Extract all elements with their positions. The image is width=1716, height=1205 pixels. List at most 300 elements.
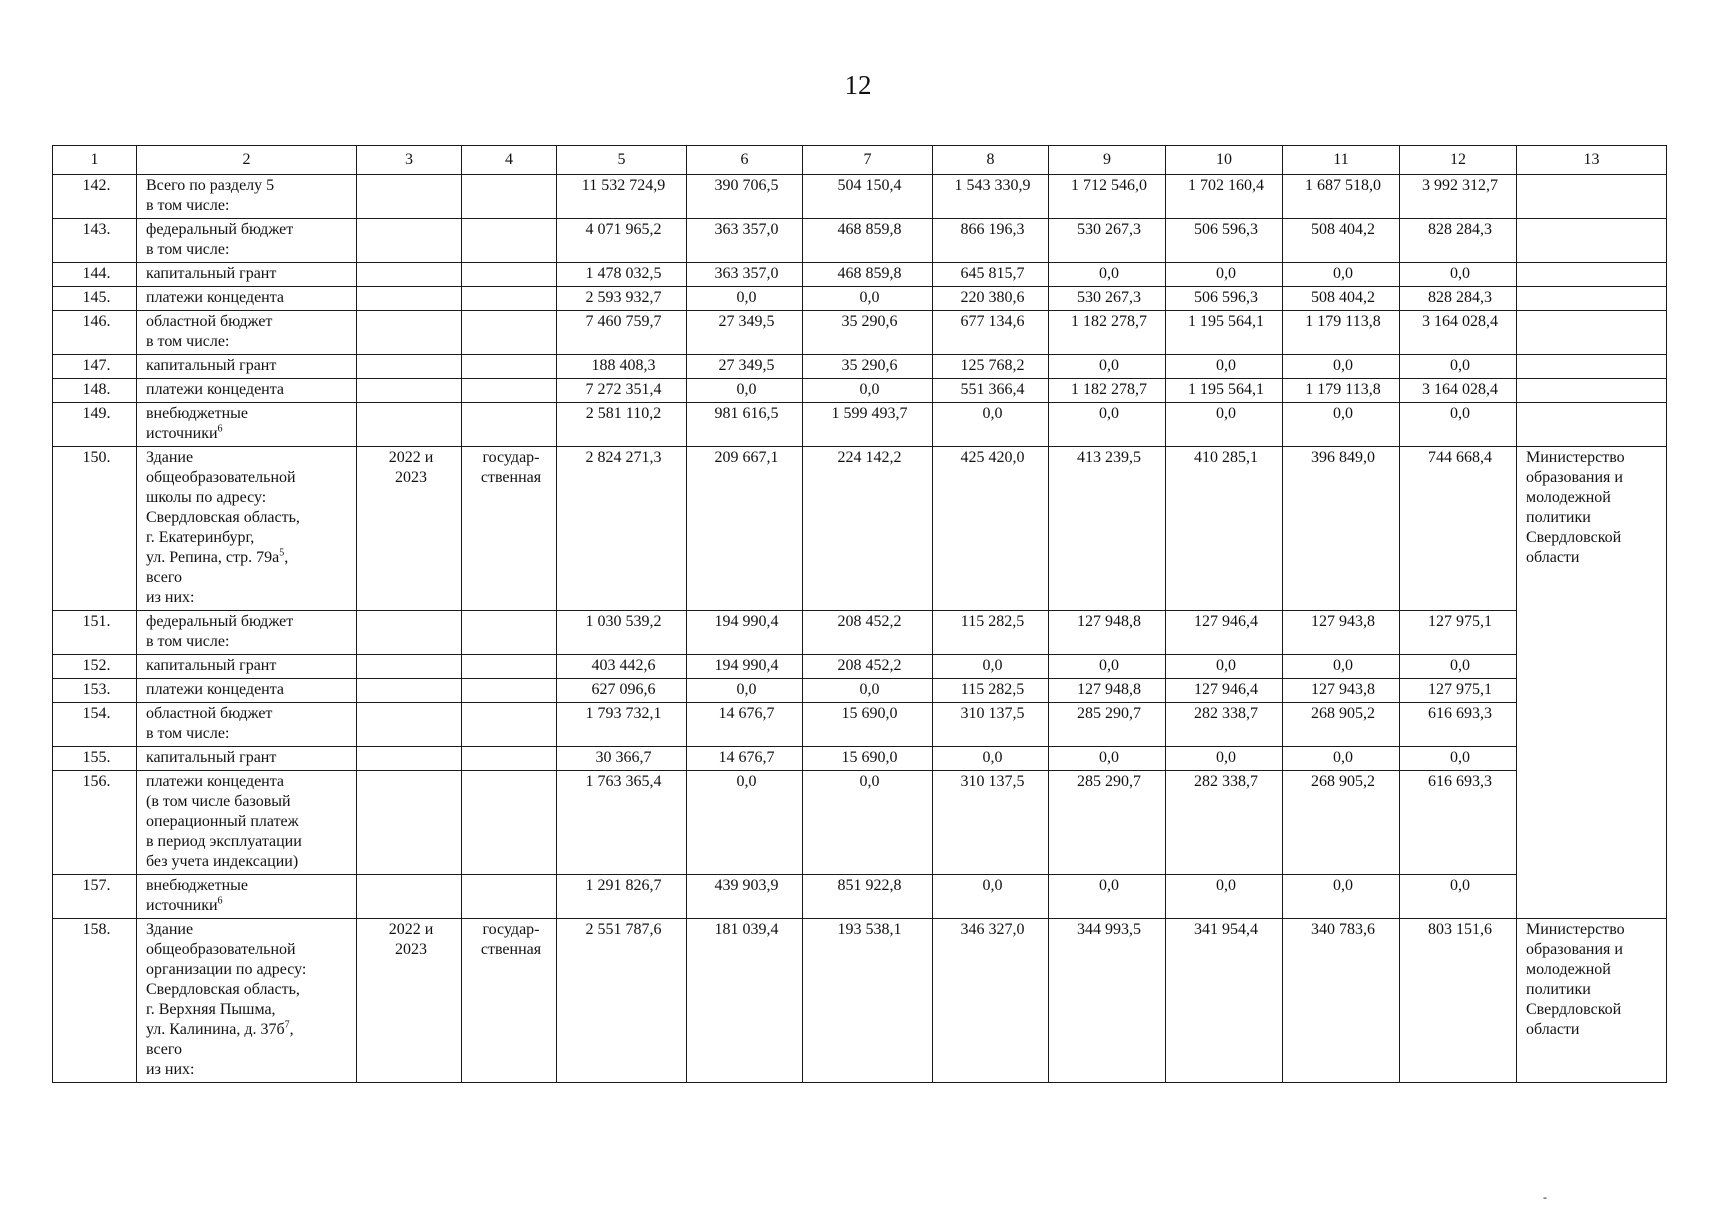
implementation-period	[357, 355, 462, 379]
cell-line: федеральный бюджет	[146, 613, 294, 630]
cell-line: в том числе:	[146, 241, 230, 258]
row-number: 145.	[53, 287, 137, 311]
cell-line: организации по адресу:	[146, 961, 307, 978]
cell-line: платежи концедента	[146, 289, 285, 306]
value-cell: 220 380,6	[933, 287, 1049, 311]
ownership-type	[462, 679, 557, 703]
row-number: 152.	[53, 655, 137, 679]
cell-line: Свердловской	[1526, 529, 1622, 546]
cell-line: 2022 и	[388, 921, 434, 938]
cell-line: Министерство	[1526, 921, 1625, 938]
responsible-body	[1517, 219, 1667, 263]
value-cell: 344 993,5	[1049, 919, 1166, 1083]
column-header-13: 13	[1517, 146, 1667, 175]
value-cell: 1 793 732,1	[557, 703, 687, 747]
value-cell: 0,0	[1166, 875, 1283, 919]
value-cell: 413 239,5	[1049, 447, 1166, 611]
table-row	[53, 447, 1667, 611]
value-cell: 1 478 032,5	[557, 263, 687, 287]
cell-line: 2023	[395, 941, 427, 958]
value-cell: 193 538,1	[803, 919, 933, 1083]
implementation-period	[357, 655, 462, 679]
column-header-1: 1	[53, 146, 137, 175]
cell-line: в том числе:	[146, 333, 230, 350]
cell-line: без учета индексации)	[146, 853, 299, 870]
column-header-6: 6	[687, 146, 803, 175]
value-cell: 403 442,6	[557, 655, 687, 679]
cell-line: ул. Репина, стр. $79а^5$,	[146, 547, 289, 566]
value-cell: 627 096,6	[557, 679, 687, 703]
responsible-body	[1517, 403, 1667, 447]
value-cell: 0,0	[1049, 355, 1166, 379]
cell-line: платежи концедента	[146, 773, 285, 790]
ownership-type	[462, 771, 557, 875]
value-cell: 0,0	[803, 771, 933, 875]
value-cell: 1 763 365,4	[557, 771, 687, 875]
value-cell: 15 690,0	[803, 747, 933, 771]
value-cell: 504 150,4	[803, 175, 933, 219]
value-cell: 127 943,8	[1283, 679, 1400, 703]
row-name	[137, 703, 357, 747]
table-row	[53, 655, 1667, 679]
value-cell: 310 137,5	[933, 771, 1049, 875]
column-header-5: 5	[557, 146, 687, 175]
implementation-period	[357, 611, 462, 655]
value-cell: 11 532 724,9	[557, 175, 687, 219]
value-cell: 1 599 493,7	[803, 403, 933, 447]
cell-line: Всего по разделу 5	[146, 177, 275, 194]
value-cell: 744 668,4	[1400, 447, 1517, 611]
value-cell: 803 151,6	[1400, 919, 1517, 1083]
value-cell: 268 905,2	[1283, 771, 1400, 875]
value-cell: 645 815,7	[933, 263, 1049, 287]
value-cell: 0,0	[1049, 263, 1166, 287]
footnote-marker: 6	[217, 895, 223, 907]
row-number: 143.	[53, 219, 137, 263]
value-cell: 866 196,3	[933, 219, 1049, 263]
value-cell: 2 551 787,6	[557, 919, 687, 1083]
value-cell: 0,0	[687, 379, 803, 403]
value-cell: 390 706,5	[687, 175, 803, 219]
ownership-type	[462, 703, 557, 747]
cell-line: ул. Калинина, д. $37б^7$,	[146, 1019, 294, 1038]
row-number: 146.	[53, 311, 137, 355]
value-cell: 208 452,2	[803, 611, 933, 655]
column-header-12: 12	[1400, 146, 1517, 175]
implementation-period	[357, 219, 462, 263]
cell-line: областной бюджет	[146, 313, 273, 330]
value-cell: 0,0	[1049, 875, 1166, 919]
cell-line: источники$^6$	[146, 895, 223, 914]
row-number: 147.	[53, 355, 137, 379]
cell-line: образования и	[1526, 469, 1623, 486]
row-number: 158.	[53, 919, 137, 1083]
value-cell: 194 990,4	[687, 611, 803, 655]
row-name	[137, 875, 357, 919]
table-row	[53, 611, 1667, 655]
value-cell: 0,0	[1166, 403, 1283, 447]
value-cell: 282 338,7	[1166, 771, 1283, 875]
table-row	[53, 311, 1667, 355]
value-cell: 0,0	[933, 655, 1049, 679]
ownership-type	[462, 379, 557, 403]
cell-line: ственная	[480, 469, 542, 486]
column-header-3: 3	[357, 146, 462, 175]
table-row	[53, 679, 1667, 703]
value-cell: 0,0	[687, 679, 803, 703]
value-cell: 530 267,3	[1049, 219, 1166, 263]
footnote-marker: 5	[279, 547, 285, 559]
cell-line: (в том числе базовый	[146, 793, 291, 810]
row-name	[137, 287, 357, 311]
value-cell: 363 357,0	[687, 263, 803, 287]
value-cell: 268 905,2	[1283, 703, 1400, 747]
cell-line: г. Екатеринбург,	[146, 529, 255, 546]
value-cell: 2 581 110,2	[557, 403, 687, 447]
cell-line: областной бюджет	[146, 705, 273, 722]
row-number: 156.	[53, 771, 137, 875]
row-name	[137, 219, 357, 263]
cell-line: области	[1526, 1021, 1580, 1038]
table-row	[53, 703, 1667, 747]
value-cell: 0,0	[933, 747, 1049, 771]
ownership-type	[462, 919, 557, 1083]
value-cell: 981 616,5	[687, 403, 803, 447]
value-cell: 2 824 271,3	[557, 447, 687, 611]
value-cell: 127 948,8	[1049, 679, 1166, 703]
cell-line: Здание	[146, 449, 194, 466]
cell-line: в том числе:	[146, 633, 230, 650]
value-cell: 127 975,1	[1400, 611, 1517, 655]
value-cell: 341 954,4	[1166, 919, 1283, 1083]
row-name	[137, 263, 357, 287]
responsible-body	[1517, 175, 1667, 219]
stray-mark: -	[1543, 1190, 1547, 1204]
cell-line: из них:	[146, 1061, 195, 1078]
value-cell: 285 290,7	[1049, 703, 1166, 747]
value-cell: 0,0	[1283, 355, 1400, 379]
row-name	[137, 175, 357, 219]
table-row	[53, 379, 1667, 403]
footnote-marker: 7	[284, 1019, 290, 1031]
cell-line: всего	[146, 569, 183, 586]
row-name	[137, 447, 357, 611]
value-cell: 0,0	[1283, 403, 1400, 447]
cell-line: государ-	[482, 921, 540, 938]
value-cell: 0,0	[1283, 655, 1400, 679]
value-cell: 0,0	[1400, 655, 1517, 679]
column-header-9: 9	[1049, 146, 1166, 175]
column-number-row	[53, 146, 1667, 175]
cell-line: 2022 и	[388, 449, 434, 466]
table-row	[53, 403, 1667, 447]
cell-line: Свердловская область,	[146, 981, 300, 998]
row-number: 154.	[53, 703, 137, 747]
value-cell: 506 596,3	[1166, 287, 1283, 311]
column-header-11: 11	[1283, 146, 1400, 175]
value-cell: 181 039,4	[687, 919, 803, 1083]
page-number: 12	[844, 70, 872, 100]
value-cell: 0,0	[1400, 875, 1517, 919]
implementation-period	[357, 379, 462, 403]
ownership-type	[462, 287, 557, 311]
cell-line: капитальный грант	[146, 265, 277, 282]
column-header-2: 2	[137, 146, 357, 175]
value-cell: 188 408,3	[557, 355, 687, 379]
value-cell: 468 859,8	[803, 263, 933, 287]
value-cell: 282 338,7	[1166, 703, 1283, 747]
value-cell: 0,0	[1283, 747, 1400, 771]
cell-line: молодежной	[1526, 961, 1611, 978]
cell-line: политики	[1526, 509, 1591, 526]
table-body	[53, 175, 1667, 1083]
cell-line: общеобразовательной	[146, 469, 296, 486]
cell-line: молодежной	[1526, 489, 1611, 506]
value-cell: 363 357,0	[687, 219, 803, 263]
cell-line: образования и	[1526, 941, 1623, 958]
cell-line: Министерство	[1526, 449, 1625, 466]
cell-line: внебюджетные	[146, 877, 248, 894]
value-cell: 4 071 965,2	[557, 219, 687, 263]
responsible-body	[1517, 379, 1667, 403]
cell-line: источники$^6$	[146, 423, 223, 442]
table-row	[53, 747, 1667, 771]
value-cell: 127 943,8	[1283, 611, 1400, 655]
value-cell: 828 284,3	[1400, 219, 1517, 263]
value-cell: 851 922,8	[803, 875, 933, 919]
cell-line: всего	[146, 1041, 183, 1058]
value-cell: 15 690,0	[803, 703, 933, 747]
row-number: 144.	[53, 263, 137, 287]
row-number: 150.	[53, 447, 137, 611]
value-cell: 127 975,1	[1400, 679, 1517, 703]
table-row	[53, 919, 1667, 1083]
footnote-marker: 6	[217, 423, 223, 435]
value-cell: 1 030 539,2	[557, 611, 687, 655]
cell-line: 2023	[395, 469, 427, 486]
column-header-8: 8	[933, 146, 1049, 175]
cell-line: государ-	[482, 449, 540, 466]
ownership-type	[462, 447, 557, 611]
value-cell: 224 142,2	[803, 447, 933, 611]
value-cell: 3 164 028,4	[1400, 379, 1517, 403]
value-cell: 27 349,5	[687, 355, 803, 379]
responsible-body	[1517, 355, 1667, 379]
implementation-period	[357, 287, 462, 311]
value-cell: 1 687 518,0	[1283, 175, 1400, 219]
value-cell: 127 948,8	[1049, 611, 1166, 655]
value-cell: 0,0	[1166, 747, 1283, 771]
implementation-period	[357, 747, 462, 771]
row-number: 148.	[53, 379, 137, 403]
implementation-period	[357, 875, 462, 919]
value-cell: 1 543 330,9	[933, 175, 1049, 219]
value-cell: 0,0	[1283, 263, 1400, 287]
value-cell: 310 137,5	[933, 703, 1049, 747]
cell-line: политики	[1526, 981, 1591, 998]
value-cell: 616 693,3	[1400, 771, 1517, 875]
value-cell: 0,0	[687, 771, 803, 875]
responsible-body	[1517, 287, 1667, 311]
value-cell: 0,0	[1400, 355, 1517, 379]
ownership-type	[462, 611, 557, 655]
ownership-type	[462, 403, 557, 447]
value-cell: 2 593 932,7	[557, 287, 687, 311]
value-cell: 1 702 160,4	[1166, 175, 1283, 219]
implementation-period	[357, 919, 462, 1083]
value-cell: 7 272 351,4	[557, 379, 687, 403]
value-cell: 0,0	[803, 679, 933, 703]
value-cell: 0,0	[1283, 875, 1400, 919]
cell-line: в том числе:	[146, 197, 230, 214]
cell-line: ственная	[480, 941, 542, 958]
value-cell: 125 768,2	[933, 355, 1049, 379]
value-cell: 115 282,5	[933, 679, 1049, 703]
row-number: 157.	[53, 875, 137, 919]
value-cell: 0,0	[1166, 355, 1283, 379]
value-cell: 1 179 113,8	[1283, 379, 1400, 403]
row-number: 142.	[53, 175, 137, 219]
cell-line: Свердловская область,	[146, 509, 300, 526]
cell-line: внебюджетные	[146, 405, 248, 422]
row-number: 149.	[53, 403, 137, 447]
responsible-body	[1517, 263, 1667, 287]
cell-line: Здание	[146, 921, 194, 938]
row-number: 151.	[53, 611, 137, 655]
value-cell: 410 285,1	[1166, 447, 1283, 611]
value-cell: 616 693,3	[1400, 703, 1517, 747]
ownership-type	[462, 747, 557, 771]
value-cell: 425 420,0	[933, 447, 1049, 611]
implementation-period	[357, 447, 462, 611]
value-cell: 0,0	[1049, 655, 1166, 679]
row-name	[137, 747, 357, 771]
table-row	[53, 287, 1667, 311]
row-name	[137, 679, 357, 703]
value-cell: 0,0	[933, 403, 1049, 447]
value-cell: 35 290,6	[803, 311, 933, 355]
value-cell: 285 290,7	[1049, 771, 1166, 875]
value-cell: 0,0	[1166, 655, 1283, 679]
value-cell: 530 267,3	[1049, 287, 1166, 311]
value-cell: 0,0	[1400, 403, 1517, 447]
cell-line: федеральный бюджет	[146, 221, 294, 238]
value-cell: 7 460 759,7	[557, 311, 687, 355]
value-cell: 439 903,9	[687, 875, 803, 919]
value-cell: 1 291 826,7	[557, 875, 687, 919]
value-cell: 677 134,6	[933, 311, 1049, 355]
value-cell: 3 992 312,7	[1400, 175, 1517, 219]
table-row	[53, 875, 1667, 919]
cell-line: области	[1526, 549, 1580, 566]
row-name	[137, 611, 357, 655]
value-cell: 14 676,7	[687, 747, 803, 771]
row-name	[137, 403, 357, 447]
value-cell: 27 349,5	[687, 311, 803, 355]
value-cell: 1 195 564,1	[1166, 379, 1283, 403]
cell-line: из них:	[146, 589, 195, 606]
value-cell: 35 290,6	[803, 355, 933, 379]
value-cell: 1 195 564,1	[1166, 311, 1283, 355]
cell-line: платежи концедента	[146, 381, 285, 398]
implementation-period	[357, 263, 462, 287]
row-name	[137, 919, 357, 1083]
value-cell: 115 282,5	[933, 611, 1049, 655]
value-cell: 340 783,6	[1283, 919, 1400, 1083]
ownership-type	[462, 263, 557, 287]
value-cell: 508 404,2	[1283, 219, 1400, 263]
cell-line: в том числе:	[146, 725, 230, 742]
row-number: 155.	[53, 747, 137, 771]
value-cell: 0,0	[803, 379, 933, 403]
responsible-body	[1517, 447, 1667, 919]
column-header-7: 7	[803, 146, 933, 175]
row-name	[137, 379, 357, 403]
cell-line: г. Верхняя Пышма,	[146, 1001, 276, 1018]
value-cell: 208 452,2	[803, 655, 933, 679]
value-cell: 828 284,3	[1400, 287, 1517, 311]
row-number: 153.	[53, 679, 137, 703]
implementation-period	[357, 679, 462, 703]
value-cell: 127 946,4	[1166, 611, 1283, 655]
value-cell: 127 946,4	[1166, 679, 1283, 703]
table-row	[53, 175, 1667, 219]
value-cell: 551 366,4	[933, 379, 1049, 403]
value-cell: 0,0	[803, 287, 933, 311]
budget-table	[52, 145, 1667, 1083]
value-cell: 194 990,4	[687, 655, 803, 679]
column-header-4: 4	[462, 146, 557, 175]
value-cell: 0,0	[1049, 747, 1166, 771]
cell-line: Свердловской	[1526, 1001, 1622, 1018]
value-cell: 0,0	[933, 875, 1049, 919]
ownership-type	[462, 875, 557, 919]
implementation-period	[357, 703, 462, 747]
table-row	[53, 263, 1667, 287]
value-cell: 1 712 546,0	[1049, 175, 1166, 219]
value-cell: 508 404,2	[1283, 287, 1400, 311]
implementation-period	[357, 311, 462, 355]
value-cell: 14 676,7	[687, 703, 803, 747]
cell-line: платежи концедента	[146, 681, 285, 698]
row-name	[137, 771, 357, 875]
value-cell: 506 596,3	[1166, 219, 1283, 263]
responsible-body	[1517, 311, 1667, 355]
cell-line: капитальный грант	[146, 749, 277, 766]
cell-line: общеобразовательной	[146, 941, 296, 958]
table-row	[53, 355, 1667, 379]
value-cell: 0,0	[1400, 263, 1517, 287]
table-row	[53, 771, 1667, 875]
value-cell: 396 849,0	[1283, 447, 1400, 611]
ownership-type	[462, 175, 557, 219]
row-name	[137, 311, 357, 355]
ownership-type	[462, 311, 557, 355]
column-header-10: 10	[1166, 146, 1283, 175]
value-cell: 0,0	[1400, 747, 1517, 771]
cell-line: капитальный грант	[146, 657, 277, 674]
implementation-period	[357, 175, 462, 219]
value-cell: 1 182 278,7	[1049, 311, 1166, 355]
implementation-period	[357, 771, 462, 875]
cell-line: школы по адресу:	[146, 489, 267, 506]
value-cell: 346 327,0	[933, 919, 1049, 1083]
value-cell: 0,0	[1166, 263, 1283, 287]
ownership-type	[462, 355, 557, 379]
value-cell: 30 366,7	[557, 747, 687, 771]
cell-line: операционный платеж	[146, 813, 299, 830]
value-cell: 3 164 028,4	[1400, 311, 1517, 355]
